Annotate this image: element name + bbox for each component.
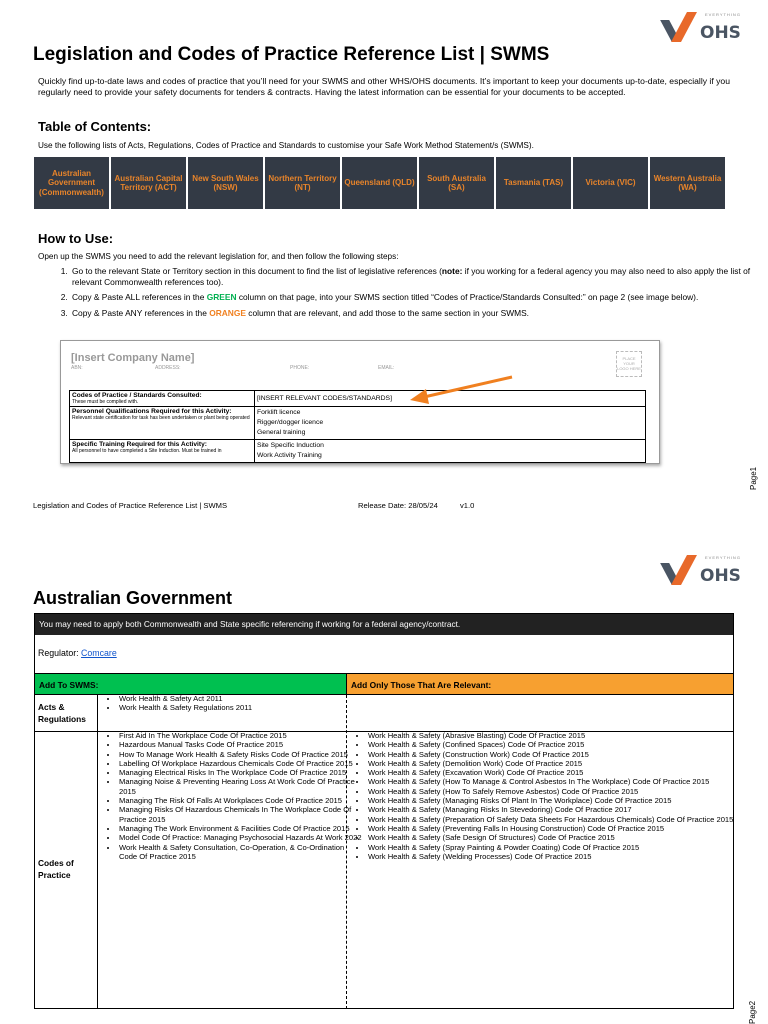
codes-orange-list: • Work Health & Safety (Abrasive Blasting) Code Of Practice 2015 • Work Health & Safety (Confined Spaces) Code Of Practice 2015 • Work Health & Safety (Construction Work) Code Of Practice 2015 • Work Health & Safety (Demolition Work) Code Of Practice 2015 • Work Health & Safety (Excavation Work) Code Of Practice 2015 • Work Health & Safety (How To Manage & Control Asbestos In The Workplace) Code Of Practice 2015 • Work Health & Safety (How To Safely Remove Asbestos) Code Of Practice 2015 • Work Health & Safety (Managing Risks Of Plant In The Workplace) Code Of Practice 2015 • Work Health & Safety (Managing Risks In Stevedoring) Code Of Practice 2017 • Work Health & Safety (Preparation Of Safety Data Sheets For Hazardous Chemicals) Code Of Practice 2015 • Work Health & Safety (Preventing Falls In Housing Construction) Code Of Practice 2015 • Work Health & Safety (Safe Design Of Structures) Code Of Practice 2015 • Work Health & Safety (Spray Painting & Powder Coating) Code Of Practice 2015 • Work Health & Safety (Welding Processes) Code Of Practice 2015 <box>348 731 745 861</box>
toc-link-wa[interactable]: Western Australia (WA) <box>650 157 725 209</box>
toc-description: Use the following lists of Acts, Regulations, Codes of Practice and Standards to customise your Safe Work Method Statement/s (SWMS). <box>38 141 534 150</box>
toc-link-nt[interactable]: Northern Territory (NT) <box>265 157 340 209</box>
sample-table: Codes of Practice / Standards Consulted: These must be complied with. [INSERT RELEVANT CODES/STANDARDS] Personnel Qualifications Required for this Activity: Relevant state certification for task has been undertaken or plant being operated Forklift licence Rigger/dogger licence General training Specific Training Required for this Activity: All personnel to have completed a Site Induction. Must be trained in Site Specific Induction Work Activity Training <box>69 390 646 463</box>
codes-green-list: • First Aid In The Workplace Code Of Practice 2015 • Hazardous Manual Tasks Code Of Practice 2015 • How To Manage Work Health & Safety Risks Code Of Practice 2015 • Labelling Of Workplace Hazardous Chemicals Code Of Practice 2015 • Managing Electrical Risks In The Workplace Code Of Practice 2015 • Managing Noise & Preventing Hearing Loss At Work Code Of Practice 2015 • Managing The Risk Of Falls At Workplaces Code Of Practice 2015 • Managing Risks Of Hazardous Chemicals In The Workplace Code Of Practice 2015 • Managing The Work Environment & Facilities Code Of Practice 2015 • Model Code Of Practice: Managing Psychosocial Hazards At Work 2022 • Work Health & Safety Consultation, Co-Operation, & Co-Ordination Code Of Practice 2015 <box>99 731 362 861</box>
logo-tagline: EVERYTHING <box>705 12 741 17</box>
intro-paragraph: Quickly find up-to-date laws and codes of practice that you’ll need for your SWMS and other WHS/OHS documents. It’s important to keep your documents up-to-date, especially if you regularly need to provide your safety documents for tenders & contracts. Having the latest information can be essential for your documents to be accepted. <box>38 76 730 97</box>
page-number-2: Page2 <box>748 1000 757 1024</box>
sample-address: ADDRESS: <box>155 365 181 371</box>
orange-arrow-icon <box>408 374 518 404</box>
toc-grid <box>34 157 725 209</box>
footer-release-date: Release Date: 28/05/24 <box>358 501 438 510</box>
logo-text: OHS <box>700 566 741 586</box>
step-1: 1. Go to the relevant State or Territory section in this document to find the list of legislative references (note: if you working for a federal agency you may also need to also apply the list of relevant Commonwealth references too). <box>70 266 768 287</box>
sample-email: EMAIL: <box>378 365 395 371</box>
step-3: 3. Copy & Paste ANY references in the ORANGE column that are relevant, and add those to the same section in your SWMS. <box>70 308 768 319</box>
sample-abn: ABN: <box>71 365 83 371</box>
acts-list: • Work Health & Safety Act 2011 • Work Health & Safety Regulations 2011 <box>99 694 360 713</box>
logo-tagline: EVERYTHING <box>705 555 741 560</box>
toc-heading: Table of Contents: <box>38 119 152 134</box>
logo-text: OHS <box>700 23 741 43</box>
swms-sample-image <box>60 340 660 464</box>
regulator-link[interactable]: Comcare <box>81 648 117 658</box>
toc-link-commonwealth[interactable]: Australian Government (Commonwealth) <box>34 157 109 209</box>
sample-phone: PHONE: <box>290 365 310 371</box>
logo-v-icon <box>664 12 702 42</box>
toc-link-act[interactable]: Australian Capital Territory (ACT) <box>111 157 186 209</box>
logo-v-icon <box>664 555 702 585</box>
toc-link-sa[interactable]: South Australia (SA) <box>419 157 494 209</box>
page-number-1: Page1 <box>749 466 758 490</box>
row-label-acts: Acts & Regulations <box>38 702 86 724</box>
sample-company-name: [Insert Company Name] <box>71 352 195 364</box>
header-add-to-swms: Add To SWMS: <box>35 673 346 695</box>
footer-title: Legislation and Codes of Practice Reference List | SWMS <box>33 501 228 510</box>
toc-link-nsw[interactable]: New South Wales (NSW) <box>188 157 263 209</box>
table-banner: You may need to apply both Commonwealth and State specific referencing if working for a federal agency/contract. <box>35 614 733 635</box>
header-add-relevant: Add Only Those That Are Relevant: <box>346 673 733 695</box>
howto-intro: Open up the SWMS you need to add the relevant legislation for, and then follow the following steps: <box>38 252 399 261</box>
company-logo <box>664 12 741 42</box>
step-2: 2. Copy & Paste ALL references in the GREEN column on that page, into your SWMS section titled “Codes of Practice/Standards Consulted:” on page 2 (see image below). <box>70 292 768 303</box>
howto-steps <box>34 266 768 323</box>
section-title-australian-government: Australian Government <box>33 588 233 608</box>
commonwealth-table <box>34 613 734 1009</box>
howto-heading: How to Use: <box>38 231 114 246</box>
toc-link-vic[interactable]: Victoria (VIC) <box>573 157 648 209</box>
row-label-codes: Codes of Practice <box>38 858 74 880</box>
regulator-line: Regulator: Comcare <box>38 648 117 658</box>
sample-logo-placeholder: PLACE YOUR LOGO HERE <box>616 351 642 377</box>
page-title: Legislation and Codes of Practice Reference List | SWMS <box>33 44 550 65</box>
footer-version: v1.0 <box>460 501 475 510</box>
toc-link-tas[interactable]: Tasmania (TAS) <box>496 157 571 209</box>
toc-link-qld[interactable]: Queensland (QLD) <box>342 157 417 209</box>
company-logo-page2 <box>664 555 741 585</box>
